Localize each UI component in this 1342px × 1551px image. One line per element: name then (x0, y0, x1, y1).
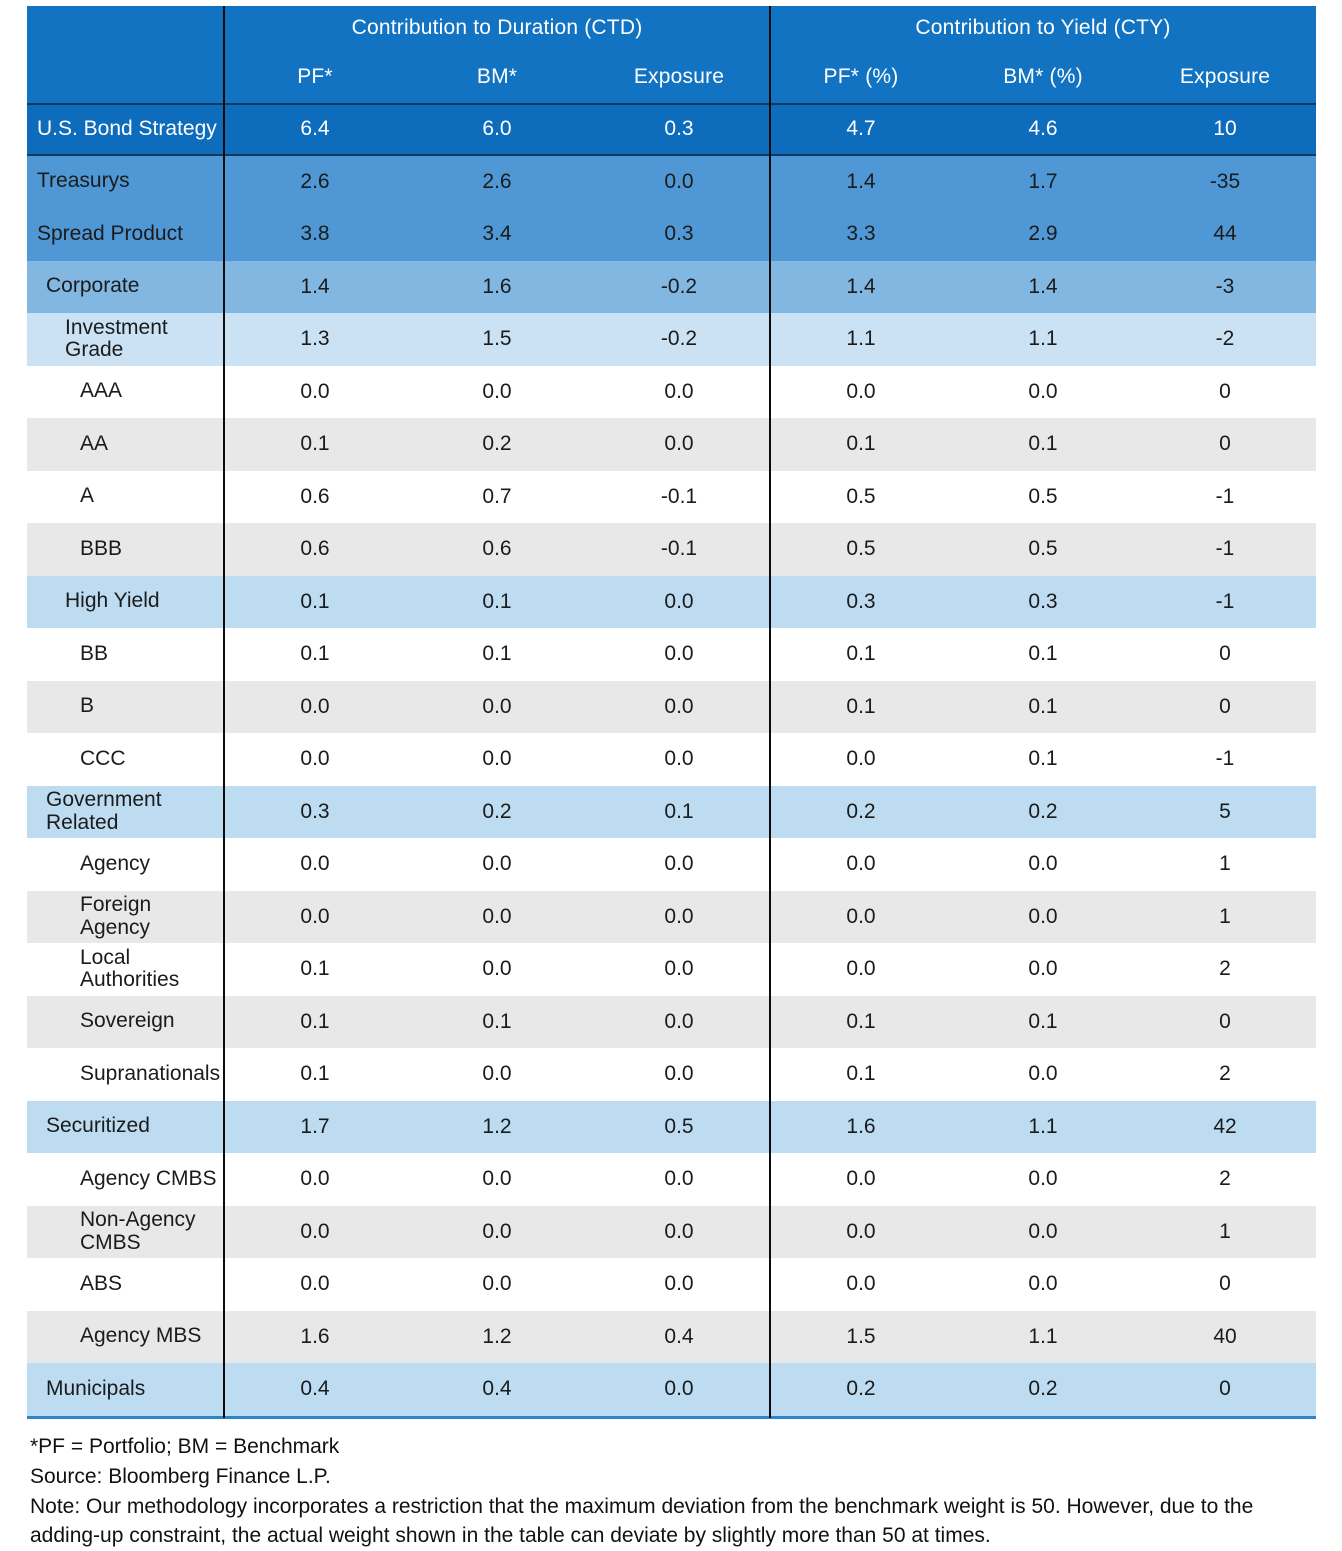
cell-value: 0.0 (664, 379, 694, 403)
cell-value: 0.0 (664, 169, 694, 193)
cell-value: 0.0 (664, 694, 694, 718)
row-label: Supranationals (80, 1061, 221, 1085)
cell-value: 0.0 (1028, 1272, 1058, 1296)
cell-value: 0.0 (1028, 852, 1058, 876)
cell-value: 0.1 (300, 432, 330, 456)
cell-value: 0.6 (300, 484, 330, 508)
column-header-row (27, 50, 1316, 103)
cell-value: 42 (1213, 1114, 1237, 1138)
cell-value: 0.0 (482, 747, 512, 771)
cell-value: 3.3 (846, 222, 876, 246)
table-row (27, 156, 1316, 209)
cell-value: 2.9 (1028, 222, 1058, 246)
cell-value: -2 (1215, 327, 1235, 351)
row-label: B (80, 694, 95, 718)
table-row (27, 838, 1316, 891)
cell-value: 0 (1219, 1272, 1231, 1296)
cell-value: 40 (1213, 1324, 1237, 1348)
cell-value: 0.0 (482, 1062, 512, 1086)
table-body (27, 103, 1316, 1419)
row-label: Spread Product (37, 221, 183, 245)
cell-value: -1 (1215, 747, 1235, 771)
cell-value: -1 (1215, 537, 1235, 561)
row-label: Treasurys (37, 169, 130, 193)
cell-value: 0.2 (1028, 1377, 1058, 1401)
cell-value: 0.0 (300, 379, 330, 403)
label-column-divider-line (223, 6, 225, 1418)
cell-value: 0.1 (846, 1062, 876, 1086)
cell-value: 0.0 (664, 1062, 694, 1086)
cell-value: 0.3 (1028, 589, 1058, 613)
cell-value: 2 (1219, 957, 1231, 981)
row-label: Foreign Agency (80, 893, 152, 939)
table-row (27, 996, 1316, 1049)
cell-value: 0.4 (300, 1377, 330, 1401)
cell-value: -1 (1215, 589, 1235, 613)
column-header-ctd-pf: PF* (297, 64, 333, 88)
cell-value: 0.0 (846, 957, 876, 981)
cell-value: 0.1 (1028, 747, 1058, 771)
row-label: ABS (80, 1271, 123, 1295)
cell-value: -1 (1215, 484, 1235, 508)
table-row (27, 1048, 1316, 1101)
cell-value: 0.0 (846, 852, 876, 876)
cell-value: 0.1 (664, 799, 694, 823)
column-header-cty-exposure: Exposure (1179, 64, 1271, 88)
table-row (27, 576, 1316, 629)
table-header (27, 6, 1316, 103)
footnote-source: Source: Bloomberg Finance L.P. (30, 1464, 331, 1488)
table-row (27, 1258, 1316, 1311)
column-header-ctd-bm: BM* (476, 64, 518, 88)
cell-value: 1.1 (846, 327, 876, 351)
cell-value: 6.0 (482, 117, 512, 141)
cell-value: 0.1 (1028, 694, 1058, 718)
table-row (27, 366, 1316, 419)
row-label: AA (80, 431, 109, 455)
cell-value: 0.0 (664, 1377, 694, 1401)
table-row (27, 681, 1316, 734)
cell-value: 0 (1219, 379, 1231, 403)
cell-value: 4.7 (846, 117, 876, 141)
table-row (27, 786, 1316, 839)
cell-value: 0.0 (1028, 1062, 1058, 1086)
cell-value: 0.0 (300, 904, 330, 928)
cell-value: 0.6 (482, 537, 512, 561)
cell-value: 0.0 (300, 1219, 330, 1243)
cell-value: 0.0 (1028, 379, 1058, 403)
cell-value: 1.4 (1028, 274, 1058, 298)
cell-value: 0.0 (664, 747, 694, 771)
cell-value: 0.3 (300, 799, 330, 823)
cell-value: 0.1 (300, 1062, 330, 1086)
column-header-cty-bm: BM* (%) (1003, 64, 1083, 88)
cell-value: 44 (1213, 222, 1237, 246)
table-row (27, 628, 1316, 681)
cell-value: 0.2 (1028, 799, 1058, 823)
row-label: Agency (80, 851, 151, 875)
cell-value: 1.2 (482, 1114, 512, 1138)
footnote-abbreviations: *PF = Portfolio; BM = Benchmark (30, 1435, 340, 1458)
table-row (27, 1101, 1316, 1154)
cell-value: 0.0 (300, 1272, 330, 1296)
cell-value: 0.0 (846, 379, 876, 403)
cell-value: 0.1 (1028, 642, 1058, 666)
cell-value: 0 (1219, 1377, 1231, 1401)
cell-value: 0.0 (482, 379, 512, 403)
cell-value: 0.1 (300, 957, 330, 981)
cell-value: 0.1 (300, 642, 330, 666)
cell-value: -0.1 (660, 537, 698, 561)
cell-value: 1.7 (1028, 169, 1058, 193)
cell-value: 0.1 (482, 1009, 512, 1033)
row-label: High Yield (65, 589, 160, 613)
table-row (27, 943, 1316, 996)
cell-value: 0.2 (482, 432, 512, 456)
cell-value: 1.2 (482, 1324, 512, 1348)
cell-value: 0.0 (664, 1009, 694, 1033)
row-label: A (80, 484, 95, 508)
cell-value: 0 (1219, 1009, 1231, 1033)
cell-value: 1.3 (300, 327, 330, 351)
row-label: Local Authorities (80, 945, 180, 992)
row-label: Investment Grade (65, 315, 168, 362)
cell-value: 0.0 (664, 1219, 694, 1243)
table-row (27, 208, 1316, 261)
cell-value: 0.0 (846, 1167, 876, 1191)
section-header-ctd: Contribution to Duration (CTD) (351, 16, 643, 39)
cell-value: 5 (1219, 799, 1231, 823)
cell-value: 0.1 (482, 589, 512, 613)
cell-value: 0.0 (664, 589, 694, 613)
column-header-cty-pf: PF* (%) (823, 64, 899, 88)
ctd-cty-table (27, 6, 1316, 1419)
cell-value: 0.5 (1028, 484, 1058, 508)
table-row (27, 261, 1316, 314)
cell-value: 0.4 (664, 1324, 694, 1348)
cell-value: 1 (1219, 904, 1231, 928)
cell-value: 0 (1219, 642, 1231, 666)
cell-value: 0.0 (664, 852, 694, 876)
cell-value: 0.4 (482, 1377, 512, 1401)
row-label: Agency CMBS (80, 1166, 217, 1190)
cell-value: 1.4 (300, 274, 330, 298)
cell-value: 10 (1213, 117, 1237, 141)
cell-value: 1.6 (300, 1324, 330, 1348)
cell-value: 0.0 (300, 1167, 330, 1191)
cell-value: 1 (1219, 852, 1231, 876)
footnotes (30, 1432, 1326, 1551)
cell-value: 0.5 (1028, 537, 1058, 561)
cell-value: 0.1 (1028, 432, 1058, 456)
row-label: U.S. Bond Strategy (37, 116, 217, 140)
cell-value: 0.0 (1028, 957, 1058, 981)
cell-value: 0.0 (482, 957, 512, 981)
row-label: Non-Agency CMBS (80, 1208, 196, 1254)
table-row (27, 1206, 1316, 1259)
cell-value: 0.1 (846, 432, 876, 456)
cell-value: -35 (1209, 169, 1241, 193)
row-label: Government Related (46, 788, 162, 834)
cell-value: 1.6 (846, 1114, 876, 1138)
cell-value: -0.2 (660, 274, 698, 298)
cell-value: -3 (1215, 274, 1235, 298)
column-header-ctd-exposure: Exposure (633, 64, 725, 88)
row-label: Corporate (46, 274, 140, 298)
cell-value: 0 (1219, 432, 1231, 456)
cell-value: 1.7 (300, 1114, 330, 1138)
cell-value: 0.1 (482, 642, 512, 666)
row-label: BB (80, 641, 109, 665)
cell-value: 0.0 (482, 852, 512, 876)
row-label: Securitized (46, 1114, 150, 1138)
row-label: Sovereign (80, 1009, 175, 1033)
cell-value: 0.3 (664, 222, 694, 246)
cell-value: 2.6 (300, 169, 330, 193)
cell-value: 0.0 (482, 694, 512, 718)
section-header-row (27, 6, 1316, 50)
cell-value: 0.1 (1028, 1009, 1058, 1033)
table-row (27, 103, 1316, 156)
cell-value: 0.1 (300, 1009, 330, 1033)
row-label: Municipals (46, 1376, 146, 1400)
cell-value: 1.4 (846, 169, 876, 193)
table-row (27, 733, 1316, 786)
ctd-cty-divider-line (769, 6, 771, 1418)
cell-value: 0.0 (482, 1167, 512, 1191)
row-label: Agency MBS (80, 1324, 202, 1348)
cell-value: 0.0 (482, 1219, 512, 1243)
cell-value: 0.1 (846, 694, 876, 718)
table-row (27, 1363, 1316, 1416)
cell-value: 3.8 (300, 222, 330, 246)
cell-value: 1.5 (482, 327, 512, 351)
cell-value: 0.2 (846, 799, 876, 823)
cell-value: 0.3 (846, 589, 876, 613)
cell-value: 0.6 (300, 537, 330, 561)
section-header-cty: Contribution to Yield (CTY) (915, 16, 1171, 39)
cell-value: 0 (1219, 694, 1231, 718)
cell-value: 0.0 (664, 642, 694, 666)
cell-value: 0.2 (846, 1377, 876, 1401)
cell-value: 0.5 (664, 1114, 694, 1138)
cell-value: 1.5 (846, 1324, 876, 1348)
cell-value: 6.4 (300, 117, 330, 141)
cell-value: 0.0 (664, 1167, 694, 1191)
row-label: BBB (80, 536, 123, 560)
table-row (27, 418, 1316, 471)
cell-value: 0.0 (846, 1272, 876, 1296)
cell-value: 0.0 (846, 1219, 876, 1243)
cell-value: 0.0 (1028, 1219, 1058, 1243)
cell-value: 0.2 (482, 799, 512, 823)
table-row (27, 891, 1316, 944)
cell-value: 1.1 (1028, 327, 1058, 351)
cell-value: 0.0 (664, 957, 694, 981)
cell-value: 0.0 (482, 904, 512, 928)
cell-value: 2 (1219, 1167, 1231, 1191)
cell-value: 0.0 (846, 904, 876, 928)
cell-value: 0.0 (846, 747, 876, 771)
cell-value: 0.0 (1028, 904, 1058, 928)
cell-value: 4.6 (1028, 117, 1058, 141)
cell-value: 0.1 (846, 642, 876, 666)
cell-value: 0.1 (846, 1009, 876, 1033)
cell-value: 0.0 (1028, 1167, 1058, 1191)
cell-value: 1 (1219, 1219, 1231, 1243)
row-label: CCC (80, 746, 126, 770)
cell-value: 1.1 (1028, 1324, 1058, 1348)
cell-value: 0.7 (482, 484, 512, 508)
cell-value: 0.0 (300, 747, 330, 771)
table-row (27, 471, 1316, 524)
cell-value: 0.0 (300, 694, 330, 718)
table-row (27, 523, 1316, 576)
cell-value: 0.0 (664, 1272, 694, 1296)
cell-value: 1.4 (846, 274, 876, 298)
cell-value: 1.6 (482, 274, 512, 298)
cell-value: 2 (1219, 1062, 1231, 1086)
row-label: AAA (80, 379, 123, 403)
cell-value: 0.1 (300, 589, 330, 613)
cell-value: -0.1 (660, 484, 698, 508)
cell-value: 1.1 (1028, 1114, 1058, 1138)
cell-value: 0.0 (300, 852, 330, 876)
cell-value: 0.5 (846, 484, 876, 508)
cell-value: 0.5 (846, 537, 876, 561)
cell-value: 0.0 (664, 904, 694, 928)
cell-value: 0.0 (482, 1272, 512, 1296)
cell-value: -0.2 (660, 327, 698, 351)
table-row (27, 1153, 1316, 1206)
cell-value: 0.0 (664, 432, 694, 456)
cell-value: 3.4 (482, 222, 512, 246)
table-row (27, 1311, 1316, 1364)
footnote-methodology: Note: Our methodology incorporates a restriction that the maximum deviation from the benchmark weight is 50. However, due to the adding-up constraint, the actual weight shown in the table can deviate by slightly more than 50 at times. (30, 1494, 1254, 1548)
cell-value: 2.6 (482, 169, 512, 193)
table-row (27, 313, 1316, 366)
cell-value: 0.3 (664, 117, 694, 141)
